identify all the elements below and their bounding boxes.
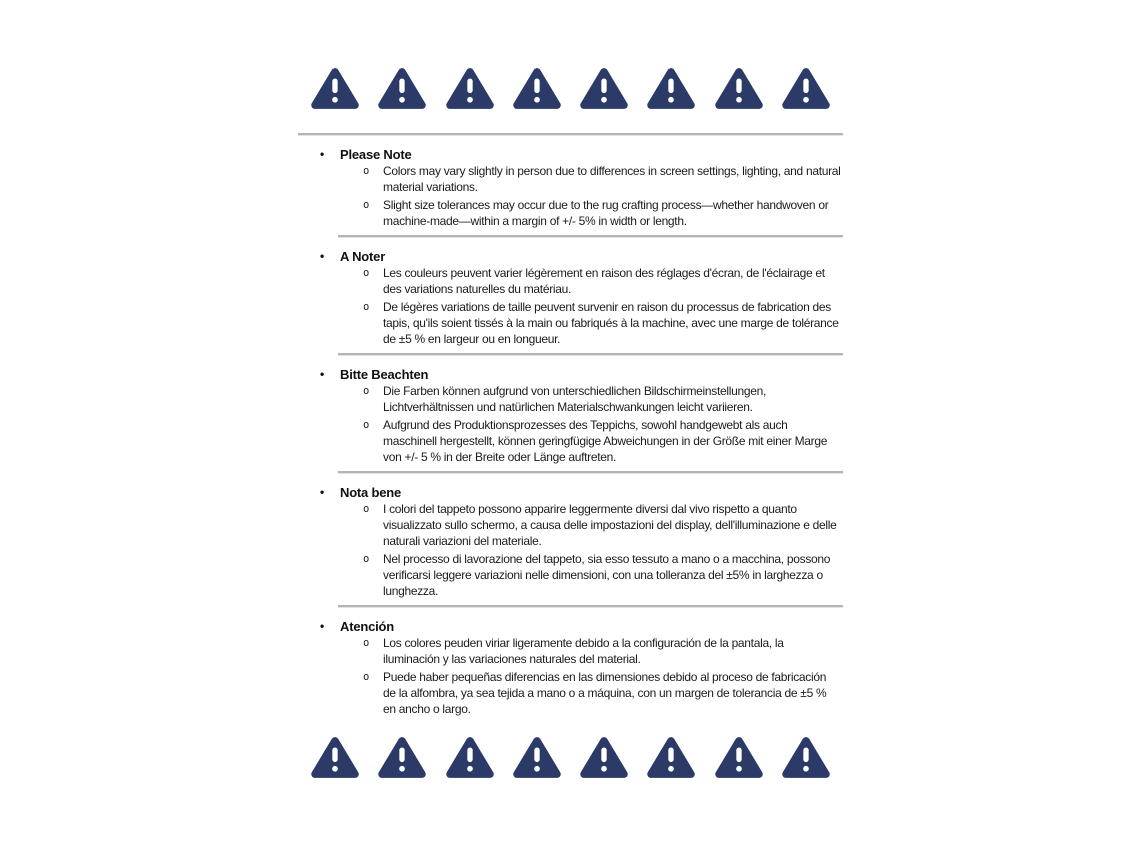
note-text: Aufgrund des Produktionsprozesses des Teppichs, sowohl handgewebt als auch maschinell hergestellt, können geringfügige Abweichungen in der Größe mit einer Marge von +/- 5 % in der Breite oder Länge auftreten. bbox=[383, 418, 828, 464]
note-text: Slight size tolerances may occur due to the rug crafting process—whether handwoven or machine-made—within a margin of +/- 5% in width or length. bbox=[383, 198, 829, 228]
warning-triangle-icon bbox=[445, 734, 495, 781]
section-heading bbox=[298, 248, 843, 265]
section-heading bbox=[298, 146, 843, 163]
warning-triangle-icon bbox=[579, 65, 629, 112]
sub-bullet-icon: o bbox=[363, 637, 370, 649]
warning-triangle-icon bbox=[579, 734, 629, 781]
divider bbox=[338, 235, 843, 238]
divider bbox=[298, 133, 843, 136]
bullet-icon: • bbox=[320, 485, 325, 499]
sub-bullet-icon: o bbox=[363, 503, 370, 515]
warning-triangle-icon bbox=[445, 65, 495, 112]
bullet-icon: • bbox=[320, 249, 325, 263]
bullet-icon: • bbox=[320, 367, 325, 381]
note-text: Los colores peuden viriar ligeramente debido a la configuración de la pantala, la iluminación y las variaciones naturales del material. bbox=[383, 636, 784, 666]
section-title: Please Note bbox=[340, 147, 412, 162]
warning-triangle-icon bbox=[310, 65, 360, 112]
sub-bullet-icon: o bbox=[363, 165, 370, 177]
list-item bbox=[298, 197, 843, 229]
list-item bbox=[298, 669, 843, 717]
section-nota-bene bbox=[298, 484, 843, 608]
note-text: Les couleurs peuvent varier légèrement en raison des réglages d'écran, de l'éclairage et des variations naturelles du matériau. bbox=[383, 266, 825, 296]
section-a-noter bbox=[298, 248, 843, 356]
bullet-icon: • bbox=[320, 619, 325, 633]
section-heading bbox=[298, 366, 843, 383]
list-item bbox=[298, 501, 843, 549]
sub-bullet-icon: o bbox=[363, 301, 370, 313]
note-text: Puede haber pequeñas diferencias en las dimensiones debido al proceso de fabricación de la alfombra, ya sea tejida a mano o a máquina, con un margen de tolerancia de ±5 % en ancho o largo. bbox=[383, 670, 827, 716]
warning-triangle-icon bbox=[781, 734, 831, 781]
note-text: De légères variations de taille peuvent survenir en raison du processus de fabrication des tapis, qu'ils soient tissés à la main ou fabriqués à la machine, avec une marge de tolérance de ±5 % en largeur ou en longueur. bbox=[383, 300, 839, 346]
sub-bullet-icon: o bbox=[363, 385, 370, 397]
warning-row-top bbox=[298, 64, 843, 112]
notes-content-column bbox=[298, 0, 843, 781]
warning-triangle-icon bbox=[512, 734, 562, 781]
section-title: Nota bene bbox=[340, 485, 402, 500]
warning-triangle-icon bbox=[781, 65, 831, 112]
bullet-icon: • bbox=[320, 147, 325, 161]
note-text: Die Farben können aufgrund von unterschiedlichen Bildschirmeinstellungen, Lichtverhältnissen und natürlichen Materialschwankungen leicht variieren. bbox=[383, 384, 767, 414]
section-bitte-beachten bbox=[298, 366, 843, 474]
section-heading bbox=[298, 618, 843, 635]
list-item bbox=[298, 635, 843, 667]
warning-triangle-icon bbox=[377, 734, 427, 781]
sub-bullet-icon: o bbox=[363, 267, 370, 279]
warning-triangle-icon bbox=[714, 734, 764, 781]
warning-triangle-icon bbox=[646, 65, 696, 112]
warning-triangle-icon bbox=[714, 65, 764, 112]
list-item bbox=[298, 265, 843, 297]
list-item bbox=[298, 163, 843, 195]
list-item bbox=[298, 417, 843, 465]
list-item bbox=[298, 551, 843, 599]
section-atencion bbox=[298, 618, 843, 717]
warning-triangle-icon bbox=[512, 65, 562, 112]
list-item bbox=[298, 299, 843, 347]
section-please-note bbox=[298, 146, 843, 238]
note-text: I colori del tappeto possono apparire leggermente diversi dal vivo rispetto a quanto visualizzato sullo schermo, a causa delle impostazioni del display, dell'illuminazione e delle naturali variazioni del materiale. bbox=[383, 502, 837, 548]
warning-triangle-icon bbox=[310, 734, 360, 781]
divider bbox=[338, 353, 843, 356]
warning-triangle-icon bbox=[377, 65, 427, 112]
section-title: Bitte Beachten bbox=[340, 367, 429, 382]
sub-bullet-icon: o bbox=[363, 553, 370, 565]
sub-bullet-icon: o bbox=[363, 419, 370, 431]
sub-bullet-icon: o bbox=[363, 199, 370, 211]
note-text: Colors may vary slightly in person due to differences in screen settings, lighting, and natural material variations. bbox=[383, 164, 841, 194]
list-item bbox=[298, 383, 843, 415]
section-heading bbox=[298, 484, 843, 501]
warning-triangle-icon bbox=[646, 734, 696, 781]
note-text: Nel processo di lavorazione del tappeto, sia esso tessuto a mano o a macchina, possono verificarsi leggere variazioni nelle dimensioni, con una tolleranza del ±5% in larghezza o lunghezza. bbox=[383, 552, 831, 598]
sub-bullet-icon: o bbox=[363, 671, 370, 683]
warning-row-bottom bbox=[298, 733, 843, 781]
divider bbox=[338, 605, 843, 608]
section-title: A Noter bbox=[340, 249, 386, 264]
section-title: Atención bbox=[340, 619, 395, 634]
divider bbox=[338, 471, 843, 474]
